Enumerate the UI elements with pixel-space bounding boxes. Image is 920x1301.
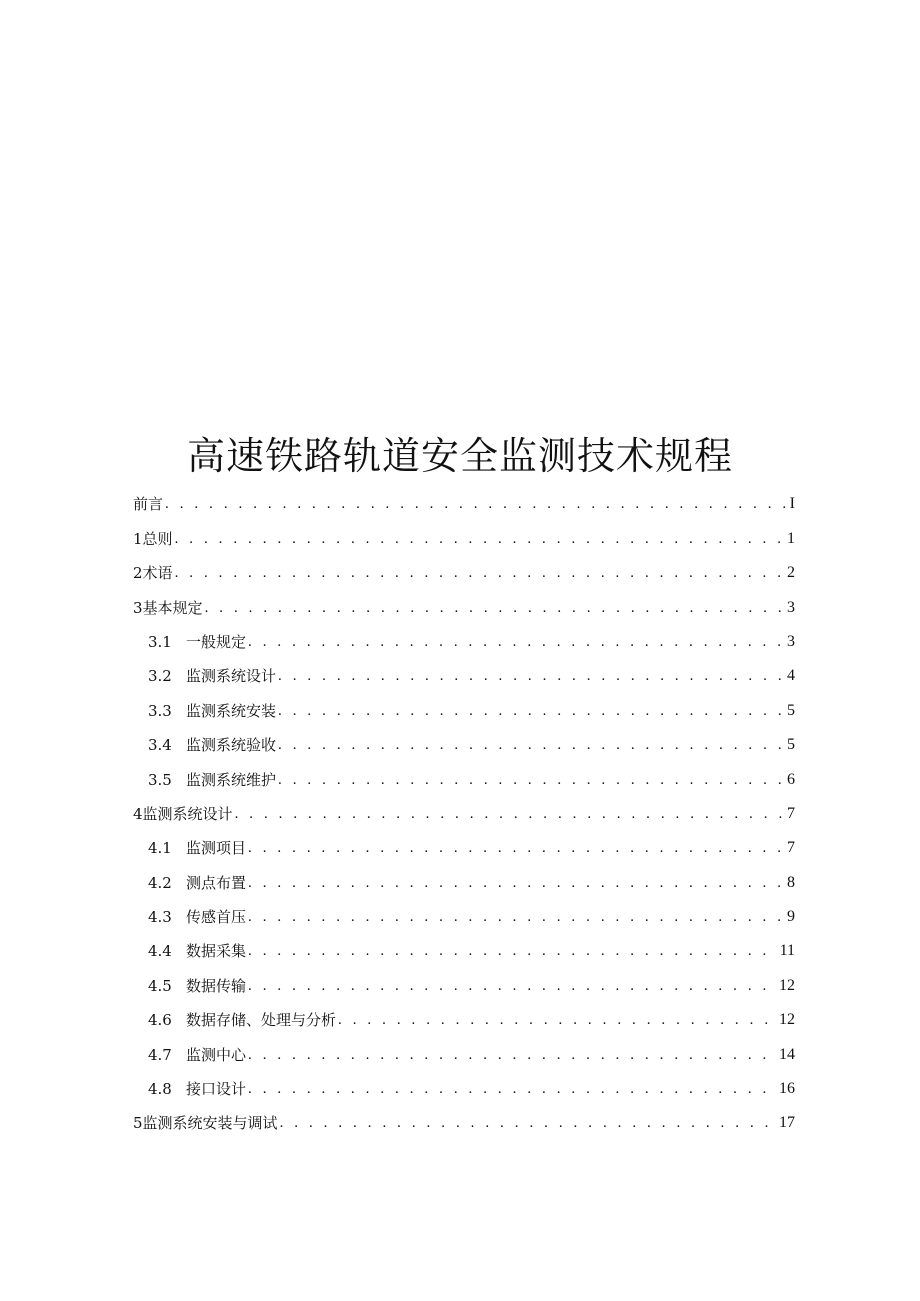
toc-entry-page-number: 7 [787, 839, 795, 857]
toc-entry-number: 3.1 [148, 632, 172, 651]
toc-entry-label: 接口设计 [186, 1080, 247, 1099]
toc-entry-page-number: 7 [787, 804, 795, 822]
toc-entry[interactable] [133, 686, 795, 720]
toc-entry[interactable] [133, 790, 795, 824]
toc-entry-label: 监测系统设计 [142, 804, 233, 823]
toc-entry-label: 传感首压 [186, 908, 247, 927]
toc-dot-leader [278, 701, 785, 721]
toc-entry-page-number: 2 [787, 564, 795, 582]
toc-entry[interactable] [133, 927, 795, 961]
toc-entry[interactable] [133, 652, 795, 686]
toc-entry-number: 4.1 [148, 839, 172, 858]
toc-entry-number: 2 [133, 564, 143, 583]
toc-dot-leader [175, 563, 785, 583]
toc-dot-leader [278, 666, 785, 686]
toc-dot-leader [248, 1079, 777, 1099]
toc-dot-leader [235, 804, 785, 824]
toc-entry-page-number: 11 [779, 942, 795, 960]
toc-entry-page-number: 12 [779, 976, 795, 994]
toc-entry[interactable] [133, 893, 795, 927]
toc-entry[interactable] [133, 1099, 795, 1133]
toc-entry[interactable] [133, 618, 795, 652]
toc-entry-number: 4.4 [148, 942, 172, 961]
toc-entry-label: 测点布置 [186, 873, 247, 892]
toc-entry-label: 监测中心 [186, 1045, 247, 1064]
toc-entry-page-number: 6 [787, 770, 795, 788]
toc-entry-label: 术语 [142, 564, 173, 583]
toc-entry[interactable] [133, 721, 795, 755]
toc-entry[interactable] [133, 514, 795, 548]
toc-entry-number: 4.6 [148, 1011, 172, 1030]
toc-entry[interactable] [133, 996, 795, 1030]
toc-entry-page-number: 5 [787, 701, 795, 719]
toc-dot-leader [248, 907, 785, 927]
toc-entry-number: 4.8 [148, 1080, 172, 1099]
toc-entry-page-number: 12 [779, 1011, 795, 1029]
toc-entry-page-number: I [789, 495, 795, 513]
toc-entry-label: 数据存储、处理与分析 [186, 1011, 337, 1030]
toc-entry-number: 3.5 [148, 770, 172, 789]
toc-entry-number: 4.2 [148, 873, 172, 892]
toc-dot-leader [278, 770, 785, 790]
toc-entry-page-number: 3 [787, 598, 795, 616]
toc-entry-page-number: 5 [787, 736, 795, 754]
toc-entry[interactable] [133, 961, 795, 995]
toc-entry[interactable] [133, 824, 795, 858]
toc-entry[interactable] [133, 480, 795, 514]
toc-entry-label: 监测系统验收 [186, 736, 277, 755]
toc-entry-number: 3.4 [148, 736, 172, 755]
toc-entry[interactable] [133, 1030, 795, 1064]
toc-entry-label: 数据传输 [186, 976, 247, 995]
toc-entry-label: 前言 [133, 495, 164, 514]
toc-entry-label: 一般规定 [186, 632, 247, 651]
toc-entry-label: 监测系统设计 [186, 667, 277, 686]
toc-entry-label: 基本规定 [142, 598, 203, 617]
toc-entry-label: 监测系统安装 [186, 701, 277, 720]
toc-entry-page-number: 4 [787, 667, 795, 685]
toc-entry-number: 3.2 [148, 667, 172, 686]
toc-entry-label: 数据采集 [186, 942, 247, 961]
toc-entry-number: 4.3 [148, 908, 172, 927]
toc-dot-leader [248, 941, 778, 961]
toc-dot-leader [205, 598, 785, 618]
toc-dot-leader [248, 976, 777, 996]
toc-dot-leader [280, 1113, 777, 1133]
toc-dot-leader [248, 838, 785, 858]
toc-entry-number: 4 [133, 804, 143, 823]
toc-entry-page-number: 14 [779, 1045, 795, 1063]
toc-entry-page-number: 3 [787, 632, 795, 650]
toc-dot-leader [338, 1010, 777, 1030]
toc-dot-leader [248, 632, 785, 652]
toc-entry-number: 3.3 [148, 701, 172, 720]
toc-entry-number: 5 [133, 1114, 143, 1133]
toc-entry-label: 监测系统安装与调试 [142, 1114, 278, 1133]
toc-dot-leader [165, 494, 788, 514]
toc-entry-page-number: 16 [779, 1080, 795, 1098]
toc-dot-leader [278, 735, 785, 755]
toc-dot-leader [248, 873, 785, 893]
toc-entry-number: 3 [133, 598, 143, 617]
toc-entry-page-number: 1 [787, 529, 795, 547]
toc-entry[interactable] [133, 1065, 795, 1099]
toc-entry[interactable] [133, 549, 795, 583]
toc-entry-number: 4.5 [148, 976, 172, 995]
toc-dot-leader [248, 1045, 777, 1065]
toc-entry[interactable] [133, 583, 795, 617]
toc-entry[interactable] [133, 858, 795, 892]
toc-entry[interactable] [133, 755, 795, 789]
toc-entry-label: 监测项目 [186, 839, 247, 858]
toc-entry-number: 4.7 [148, 1045, 172, 1064]
table-of-contents [133, 480, 795, 1133]
toc-entry-page-number: 9 [787, 908, 795, 926]
toc-entry-page-number: 8 [787, 873, 795, 891]
toc-dot-leader [175, 529, 785, 549]
toc-entry-label: 总则 [142, 529, 173, 548]
toc-entry-number: 1 [133, 529, 143, 548]
toc-entry-page-number: 17 [779, 1114, 795, 1132]
document-title: 高速铁路轨道安全监测技术规程 [186, 434, 733, 478]
toc-entry-label: 监测系统维护 [186, 770, 277, 789]
